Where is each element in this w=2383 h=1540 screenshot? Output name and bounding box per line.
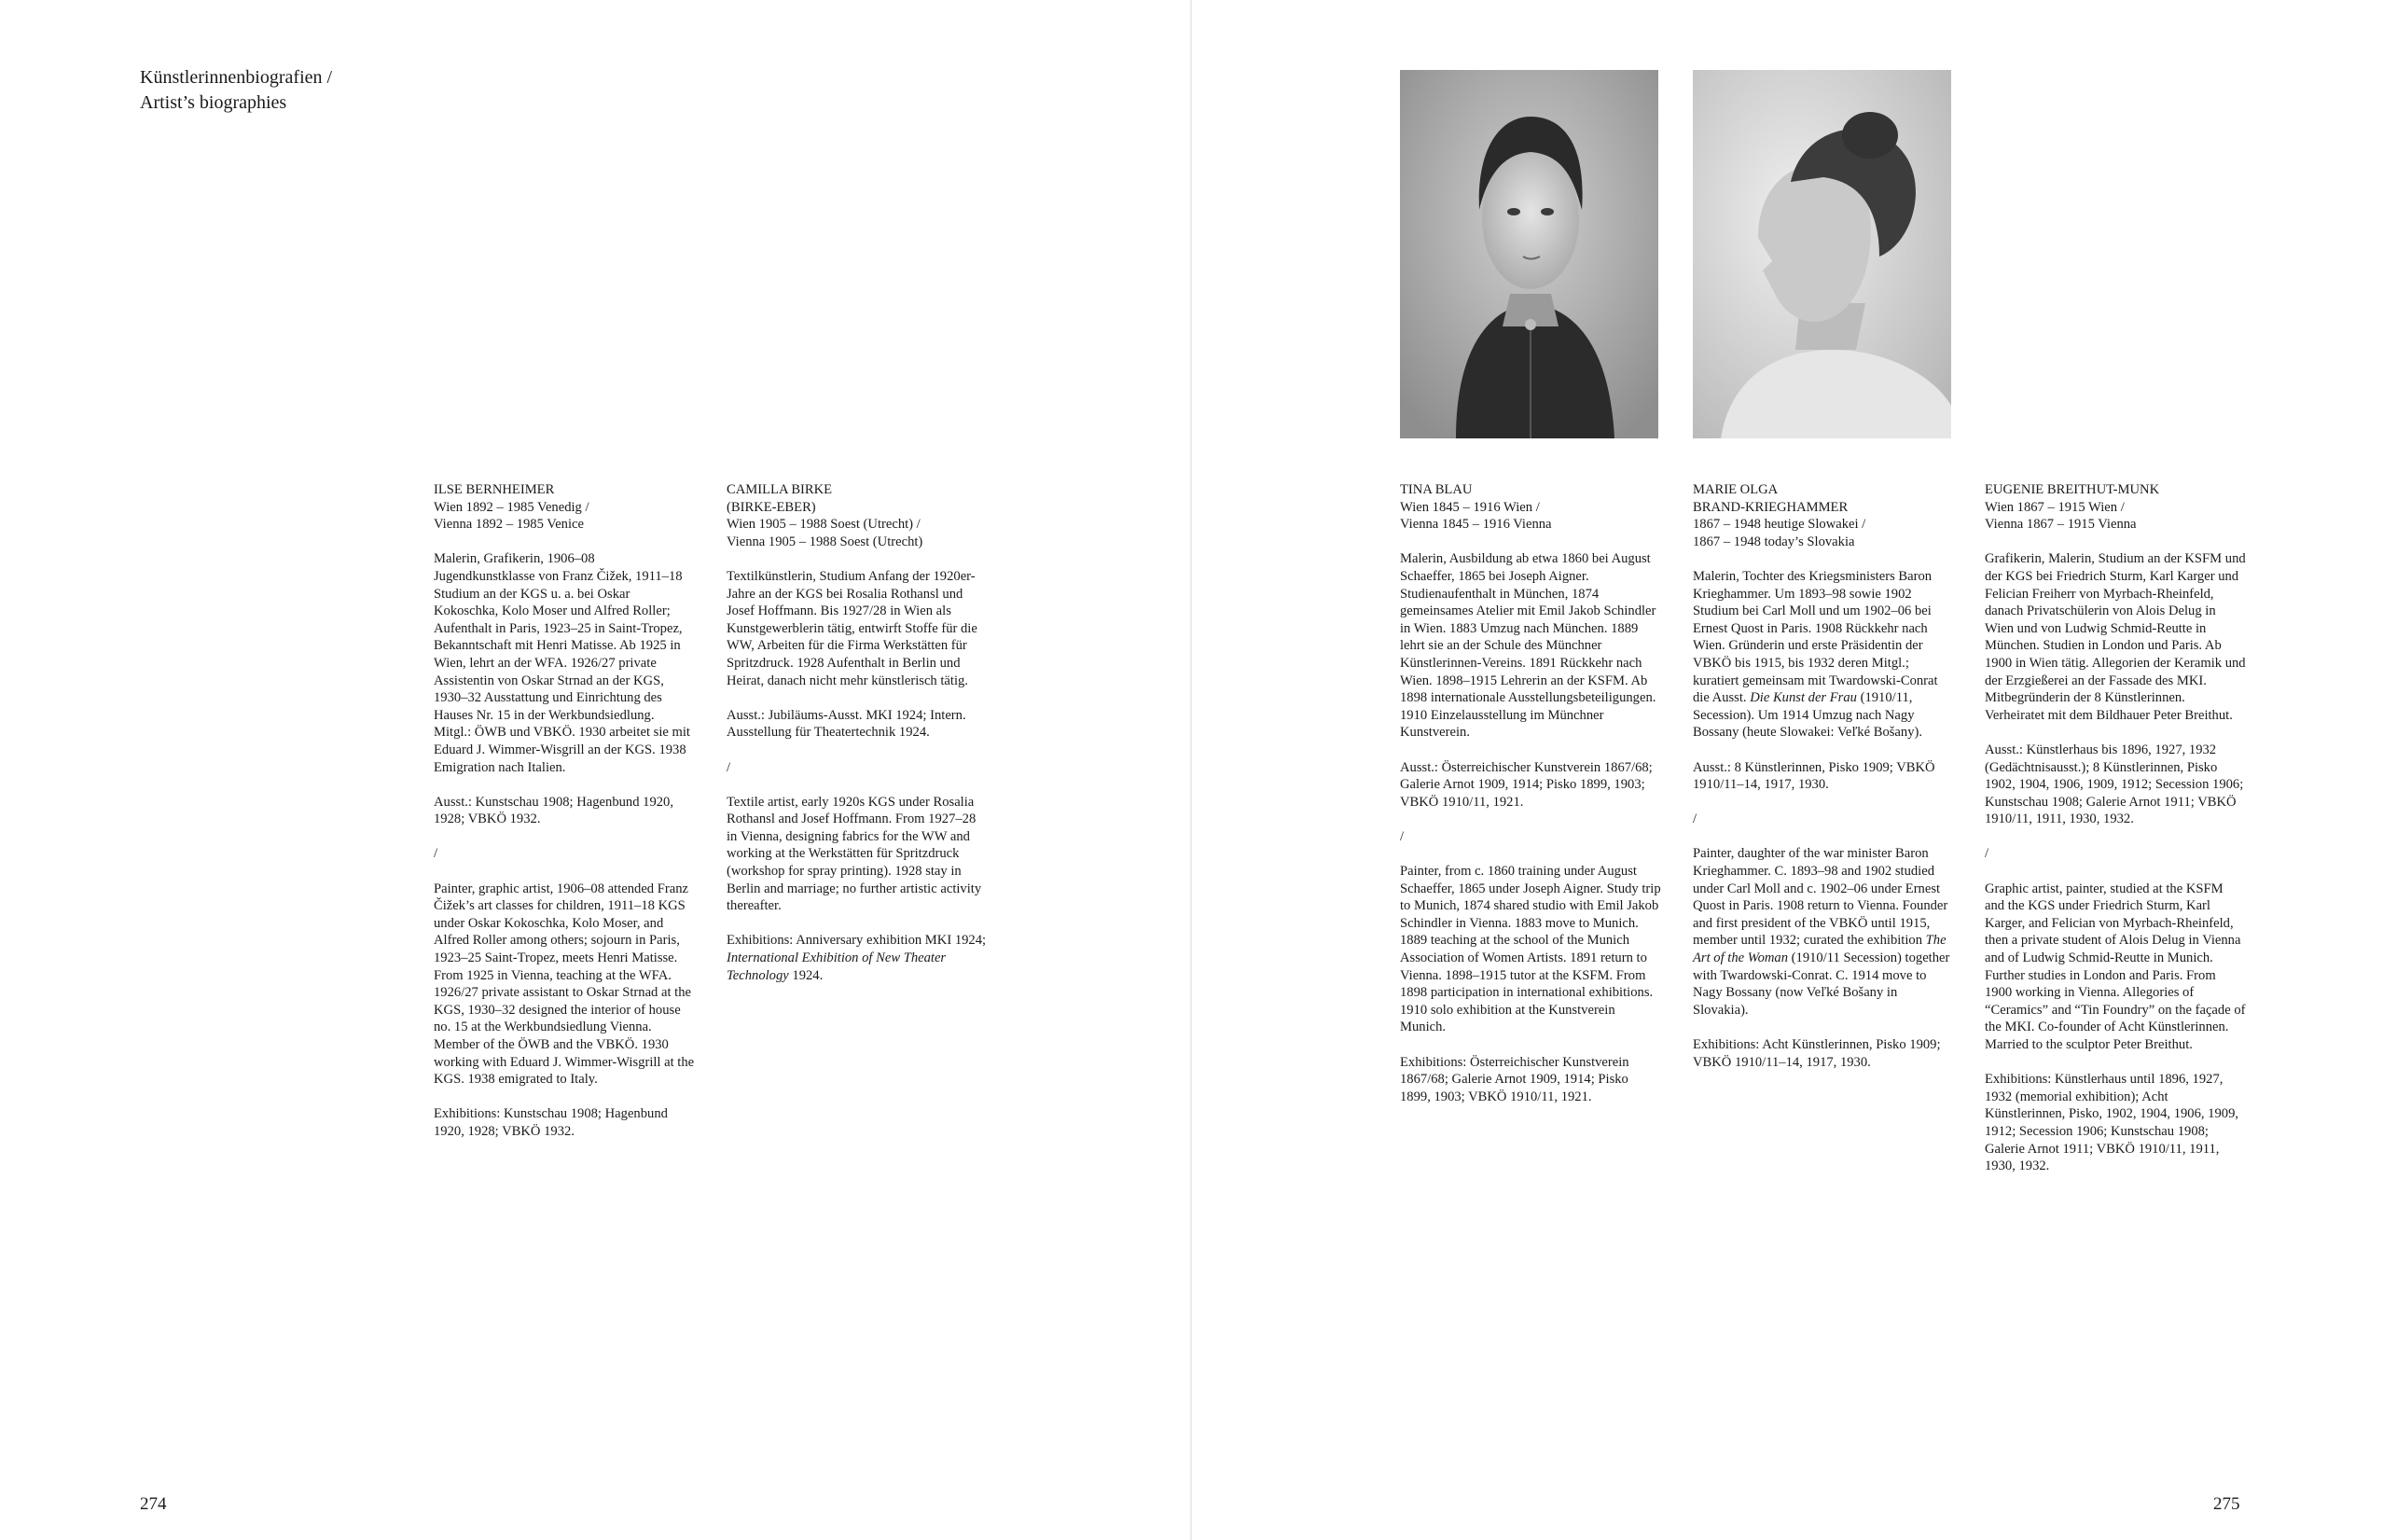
bio-text-de-part: (1910/11, Secession). Um 1914 Umzug nach Nagy Bossany (heute Slowakei: Veľké Bošany). xyxy=(1693,690,1923,741)
exhibition-title: Die Kunst der Frau xyxy=(1750,690,1857,706)
exhibitions-de: Ausst.: Künstlerhaus bis 1896, 1927, 1932 (Gedächtnisausst.); 8 Künstlerinnen, Pisko 1902, 1904, 1906, 1909, 1912; Secession 1906; Kunstschau 1908; Galerie Arnot 1911; VBKÖ 1910/11, 1911, 1930, 1932. xyxy=(1985,742,2244,827)
bio-ilse-bernheimer xyxy=(434,481,695,1158)
artist-name-alt: (BIRKE-EBER) xyxy=(727,499,816,515)
artist-dates-de: Wien 1845 – 1916 Wien / xyxy=(1400,499,1540,515)
portrait-brand-krieghammer-icon xyxy=(1693,70,1951,438)
bio-text-de-part: Malerin, Tochter des Kriegsministers Baron Krieghammer. Um 1893–98 sowie 1902 Studium bei Carl Moll und um 1902–06 bei Ernest Quost in Paris. 1908 Rückkehr nach Wien. Gründerin und erste Präsidentin der VBKÖ bis 1915, bis 1932 deren Mitgl.; kuratiert gemeinsam mit Twardowski-Conrat die Ausst. xyxy=(1693,568,1938,706)
portrait-photo-tina-blau xyxy=(1400,70,1658,438)
language-separator: / xyxy=(1985,846,1989,862)
bio-text-en: Textile artist, early 1920s KGS under Rosalia Rothansl and Josef Hoffmann. From 1927–28 in Vienna, designing fabrics for the WW and working at the Werkstätten für Spritzdruck (workshop for spray printing). 1928 stay in Berlin and marriage; no further artistic activity thereafter. xyxy=(727,794,982,914)
bio-text-de: Grafikerin, Malerin, Studium an der KSFM und der KGS bei Friedrich Sturm, Karl Karger und Felician Freiherr von Myrbach-Rheinfeld, danach Privatschülerin von Alois Delug in Wien und von Ludwig Schmid-Reutte in München. Studien in London und Paris. Ab 1900 in Wien tätig. Allegorien der Keramik und der Erzgießerei an der Fassade des MKI. Mitbegründerin der 8 Künstlerinnen. Verheiratet mit dem Bildhauer Peter Breithut. xyxy=(1985,551,2246,723)
bio-text-de: Textilkünstlerin, Studium Anfang der 1920er-Jahre an der KGS bei Rosalia Rothansl und Josef Hoffmann. Bis 1927/28 in Wien als Kunstgewerblerin tätig, entwirft Stoffe für die WW, Arbeiten für die Firma Werkstätten für Spritzdruck. 1928 Aufenthalt in Berlin und Heirat, danach nicht mehr künstlerisch tätig. xyxy=(727,568,977,688)
running-head-de: Künstlerinnenbiografien / xyxy=(140,67,333,88)
language-separator: / xyxy=(727,759,731,775)
bio-text-en-part: (1910/11 Secession) together with Twardowski-Conrat. C. 1914 move to Nagy Bossany (now Veľké Bošany in Slovakia). xyxy=(1693,950,1950,1018)
page-number-right: 275 xyxy=(2213,1494,2240,1514)
bio-text-de: Malerin, Grafikerin, 1906–08 Jugendkunstklasse von Franz Čižek, 1911–18 Studium an der KGS u. a. bei Oskar Kokoschka, Kolo Moser und Alfred Roller; Aufenthalt in Paris, 1923–25 in Saint-Tropez, Bekanntschaft mit Henri Matisse. Ab 1925 in Wien, lehrt an der WFA. 1926/27 private Assistentin von Oskar Strnad an der KGS, 1930–32 Ausstattung und Einrichtung des Hauses Nr. 15 in der Werkbundsiedlung. Mitgl.: ÖWB und VBKÖ. 1930 arbeitet sie mit Eduard J. Wimmer-Wisgrill an der KGS. 1938 Emigration nach Italien. xyxy=(434,551,690,775)
book-gutter xyxy=(1190,0,1192,1540)
exhibitions-en-part: 1924. xyxy=(788,967,824,983)
artist-dates-en: 1867 – 1948 today’s Slovakia xyxy=(1693,534,1855,549)
bio-text-en: Painter, from c. 1860 training under August Schaeffer, 1865 under Joseph Aigner. Study trip to Munich, 1874 shared studio with Emil Jakob Schindler in Vienna. 1883 move to Munich. 1889 teaching at the school of the Munich Association of Women Artists. 1891 return to Vienna. 1898–1915 tutor at the KSFM. From 1898 participation in international exhibitions. 1910 solo exhibition at the Kunstverein Munich. xyxy=(1400,864,1661,1035)
artist-dates-de: 1867 – 1948 heutige Slowakei / xyxy=(1693,517,1866,533)
artist-name: ILSE BERNHEIMER xyxy=(434,482,555,497)
exhibitions-en xyxy=(727,932,988,984)
exhibitions-en: Exhibitions: Österreichischer Kunstverein 1867/68; Galerie Arnot 1909, 1914; Pisko 1899, 1903; VBKÖ 1910/11, 1921. xyxy=(1400,1054,1629,1104)
artist-name: MARIE OLGA xyxy=(1693,482,1779,497)
exhibitions-en: Exhibitions: Künstlerhaus until 1896, 1927, 1932 (memorial exhibition); Acht Künstlerinnen, Pisko, 1902, 1904, 1906, 1909, 1912; Secession 1906; Kunstschau 1908; Galerie Arnot 1911; VBKÖ 1910/11, 1911, 1930, 1932. xyxy=(1985,1072,2239,1174)
exhibitions-de: Ausst.: Österreichischer Kunstverein 1867/68; Galerie Arnot 1909, 1914; Pisko 1899, 1903; VBKÖ 1910/11, 1921. xyxy=(1400,759,1653,810)
bio-tina-blau xyxy=(1400,481,1661,1123)
language-separator: / xyxy=(1693,812,1697,827)
artist-name-line2: BRAND-KRIEGHAMMER xyxy=(1693,499,1849,515)
portrait-tina-blau-icon xyxy=(1400,70,1658,438)
exhibition-title: The Art of the Woman xyxy=(1693,933,1947,966)
artist-dates-en: Vienna 1892 – 1985 Venice xyxy=(434,517,584,533)
bio-text-de: Malerin, Ausbildung ab etwa 1860 bei August Schaeffer, 1865 bei Joseph Aigner. Studienaufenthalt in München, 1874 gemeinsames Atelier mit Emil Jakob Schindler in Wien. 1883 Umzug nach München. 1889 lehrt sie an der Schule des Münchner Künstlerinnen-Vereins. 1891 Rückkehr nach Wien. 1898–1915 Lehrerin an der KSFM. Ab 1898 internationale Ausstellungsbeteiligungen. 1910 Einzelausstellung im Münchner Kunstverein. xyxy=(1400,551,1656,741)
exhibitions-de: Ausst.: Kunstschau 1908; Hagenbund 1920, 1928; VBKÖ 1932. xyxy=(434,794,673,827)
artist-dates-en: Vienna 1867 – 1915 Vienna xyxy=(1985,517,2137,533)
exhibitions-de: Ausst.: 8 Künstlerinnen, Pisko 1909; VBKÖ 1910/11–14, 1917, 1930. xyxy=(1693,759,1935,793)
running-head xyxy=(140,65,332,116)
bio-eugenie-breithut-munk xyxy=(1985,481,2246,1192)
language-separator: / xyxy=(1400,828,1405,844)
bio-text-de xyxy=(1693,568,1954,742)
artist-dates-en: Vienna 1905 – 1988 Soest (Utrecht) xyxy=(727,534,923,549)
exhibition-title: International Exhibition of New Theater Technology xyxy=(727,950,947,983)
exhibitions-en: Exhibitions: Kunstschau 1908; Hagenbund 1920, 1928; VBKÖ 1932. xyxy=(434,1106,668,1139)
bio-text-en-part: Painter, daughter of the war minister Baron Krieghammer. C. 1893–98 and 1902 studied under Carl Moll and c. 1902–06 under Ernest Quost in Paris. 1908 return to Vienna. Founder and first president of the VBKÖ until 1915, member until 1932; curated the exhibition xyxy=(1693,846,1948,949)
page-number-left: 274 xyxy=(140,1494,167,1514)
language-separator: / xyxy=(434,846,438,862)
artist-name: EUGENIE BREITHUT-MUNK xyxy=(1985,482,2160,497)
exhibitions-de: Ausst.: Jubiläums-Ausst. MKI 1924; Intern. Ausstellung für Theatertechnik 1924. xyxy=(727,707,966,741)
bio-text-en: Painter, graphic artist, 1906–08 attended Franz Čižek’s art classes for children, 1911–18 KGS under Oskar Kokoschka, Kolo Moser, and Alfred Roller among others; sojourn in Paris, 1923–25 Saint-Tropez, meets Henri Matisse. From 1925 in Vienna, teaching at the WFA. 1926/27 private assistant to Oskar Strnad at the KGS, 1930–32 designed the interior of house no. 15 at the Werkbundsiedlung Vienna. Member of the ÖWB and the VBKÖ. 1930 working with Eduard J. Wimmer-Wisgrill at the KGS. 1938 emigrated to Italy. xyxy=(434,881,695,1088)
artist-dates-en: Vienna 1845 – 1916 Vienna xyxy=(1400,517,1552,533)
bio-text-en xyxy=(1693,845,1954,1019)
artist-name: CAMILLA BIRKE xyxy=(727,482,833,497)
portrait-photo-marie-olga-brand-krieghammer xyxy=(1693,70,1951,438)
artist-dates-de: Wien 1905 – 1988 Soest (Utrecht) / xyxy=(727,517,921,533)
exhibitions-en: Exhibitions: Acht Künstlerinnen, Pisko 1909; VBKÖ 1910/11–14, 1917, 1930. xyxy=(1693,1037,1941,1070)
bio-camilla-birke xyxy=(727,481,988,1002)
artist-dates-de: Wien 1867 – 1915 Wien / xyxy=(1985,499,2125,515)
bio-marie-olga-brand-krieghammer xyxy=(1693,481,1954,1089)
exhibitions-en-part: Exhibitions: Anniversary exhibition MKI 1924; xyxy=(727,933,987,949)
artist-dates-de: Wien 1892 – 1985 Venedig / xyxy=(434,499,589,515)
running-head-en: Artist’s biographies xyxy=(140,92,287,113)
artist-name: TINA BLAU xyxy=(1400,482,1473,497)
bio-text-en: Graphic artist, painter, studied at the KSFM and the KGS under Friedrich Sturm, Karl Karger, and Felician von Myrbach-Rheinfeld, then a private student of Alois Delug in Vienna and of Ludwig Schmid-Reutte in Munich. Further studies in London and Paris. From 1900 working in Vienna. Allegories of “Ceramics” and “Tin Foundry” on the façade of the MKI. Co-founder of Acht Künstlerinnen. Married to the sculptor Peter Breithut. xyxy=(1985,881,2246,1052)
